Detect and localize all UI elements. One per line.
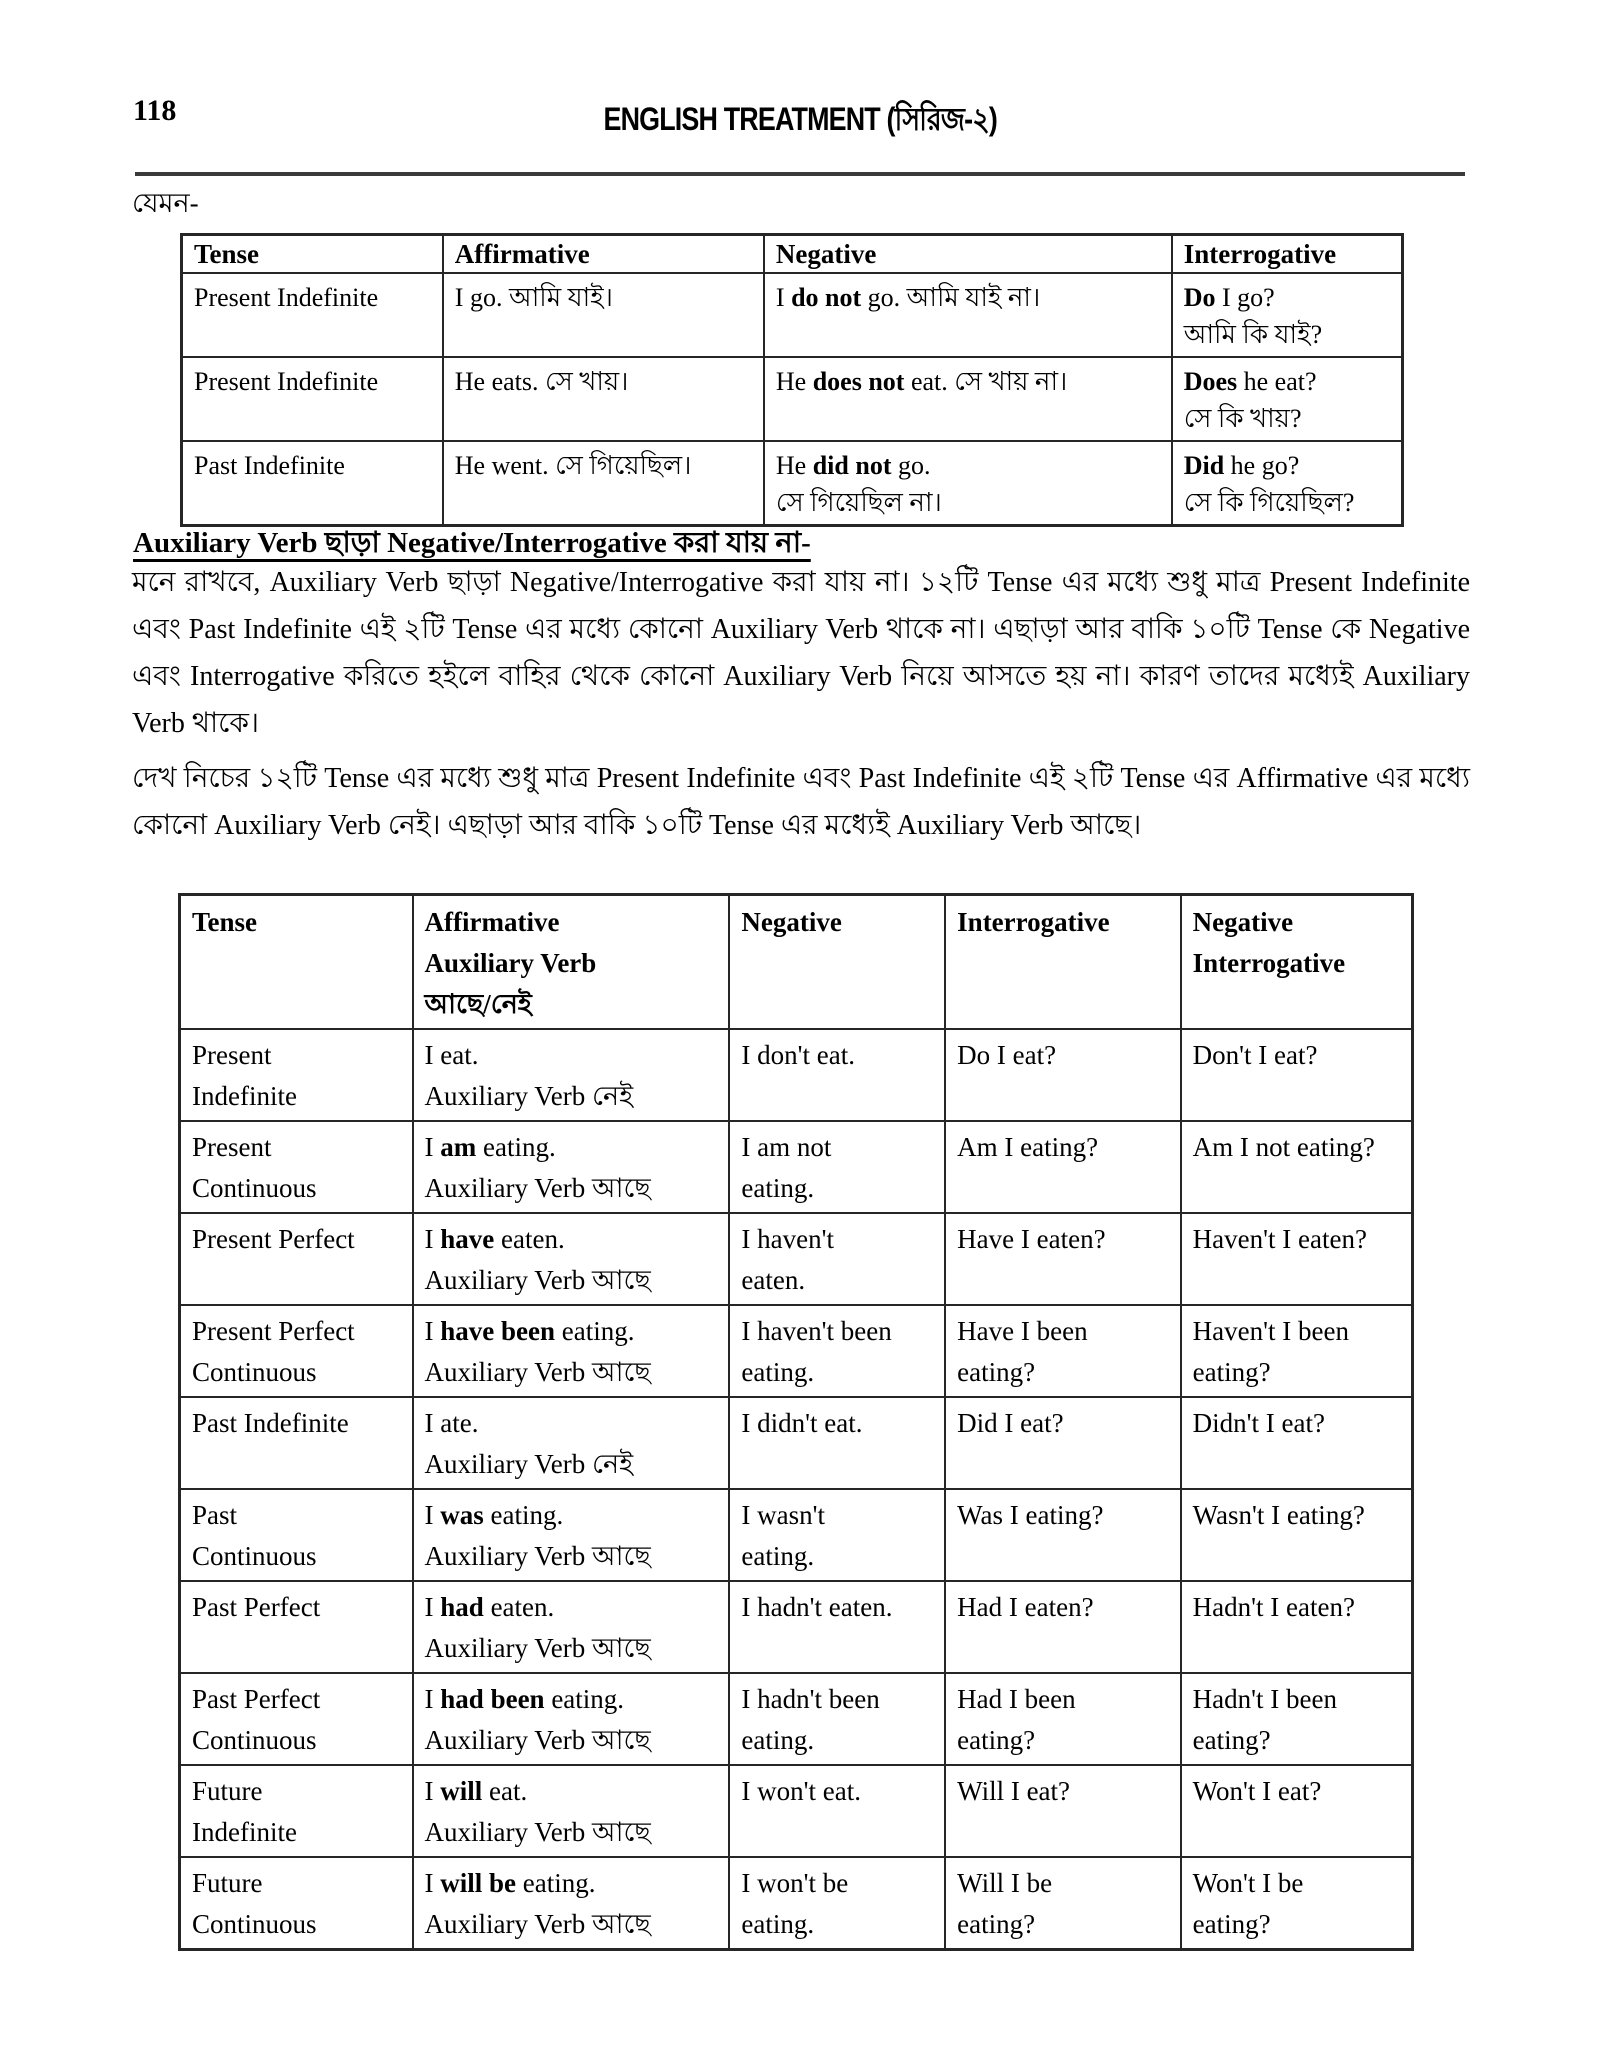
cell-line: eating? xyxy=(957,1725,1036,1755)
table-cell xyxy=(729,1765,945,1857)
column-header xyxy=(443,235,764,274)
header-line: আছে/নেই xyxy=(424,989,532,1019)
paragraph-2: দেখ নিচের ১২টি Tense এর মধ্যে শুধু মাত্র Present Indefinite এবং Past Indefinite এই ২টি Tense এর Affirmative এর মধ্যে কোনো Auxiliary Verb নেই। এছাড়া আর বাকি ১০টি Tense এর মধ্যেই Auxiliary Verb আছে। xyxy=(132,763,1470,841)
column-header xyxy=(1181,895,1413,1030)
table-cell xyxy=(413,1121,730,1213)
tense-forms-example-table xyxy=(180,233,1404,527)
cell-line: Do I eat? xyxy=(957,1040,1057,1070)
cell-line: Future xyxy=(192,1868,263,1898)
table-cell xyxy=(182,441,443,526)
cell-line: Hadn't I eaten? xyxy=(1192,1592,1355,1622)
table-cell xyxy=(1181,1213,1413,1305)
table-cell xyxy=(413,1029,730,1121)
cell-line: Am I not eating? xyxy=(1192,1132,1375,1162)
table-row xyxy=(180,1857,1413,1950)
table-row xyxy=(182,273,1403,357)
cell-line: Wasn't I eating? xyxy=(1192,1500,1365,1530)
table-cell xyxy=(1181,1857,1413,1950)
column-header xyxy=(182,235,443,274)
table-cell xyxy=(443,273,764,357)
cell-line: Does he eat? xyxy=(1183,367,1317,396)
table-cell xyxy=(182,357,443,441)
cell-line: He went. সে গিয়েছিল। xyxy=(454,451,692,480)
cell-line: I will eat. xyxy=(424,1776,528,1806)
header-line: Tense xyxy=(194,239,260,269)
cell-line: Will I eat? xyxy=(957,1776,1071,1806)
cell-line: Am I eating? xyxy=(957,1132,1099,1162)
table-row xyxy=(182,441,1403,526)
cell-line: I had been eating. xyxy=(424,1684,625,1714)
cell-line: I don't eat. xyxy=(741,1040,855,1070)
column-header xyxy=(764,235,1172,274)
cell-line: Future xyxy=(192,1776,263,1806)
header-line: Negative xyxy=(1192,907,1294,937)
table-cell xyxy=(1181,1673,1413,1765)
cell-line: Present Indefinite xyxy=(194,283,379,312)
header-line: Negative xyxy=(775,239,877,269)
table-cell xyxy=(764,273,1172,357)
table-cell xyxy=(180,1673,413,1765)
table-cell xyxy=(945,1397,1181,1489)
table-cell xyxy=(413,1489,730,1581)
cell-line: eating. xyxy=(741,1357,815,1387)
table-row xyxy=(180,1397,1413,1489)
cell-line: I haven't xyxy=(741,1224,834,1254)
cell-line: Auxiliary Verb আছে xyxy=(424,1357,651,1387)
header-line: Tense xyxy=(192,907,258,937)
table-cell xyxy=(945,1765,1181,1857)
table-cell xyxy=(729,1121,945,1213)
cell-line: Won't I be xyxy=(1192,1868,1304,1898)
cell-line: Present Perfect xyxy=(192,1316,355,1346)
cell-line: Was I eating? xyxy=(957,1500,1104,1530)
cell-line: eating. xyxy=(741,1173,815,1203)
cell-line: I hadn't eaten. xyxy=(741,1592,893,1622)
table-cell xyxy=(1172,273,1403,357)
cell-line: Indefinite xyxy=(192,1081,297,1111)
table-cell xyxy=(1181,1489,1413,1581)
header-line: Affirmative xyxy=(424,907,560,937)
cell-line: eating? xyxy=(1192,1725,1271,1755)
table-cell xyxy=(764,441,1172,526)
table-row xyxy=(182,357,1403,441)
table-cell xyxy=(413,1581,730,1673)
cell-line: Didn't I eat? xyxy=(1192,1408,1325,1438)
cell-line: He did not go. xyxy=(775,451,931,480)
cell-line: I won't be xyxy=(741,1868,849,1898)
table-cell xyxy=(413,1673,730,1765)
cell-line: Do I go? xyxy=(1183,283,1275,312)
cell-line: eating? xyxy=(1192,1357,1271,1387)
table-cell xyxy=(945,1581,1181,1673)
column-header xyxy=(1172,235,1403,274)
column-header xyxy=(180,895,413,1030)
cell-line: He does not eat. সে খায় না। xyxy=(775,367,1068,396)
cell-line: eating. xyxy=(741,1725,815,1755)
table-cell xyxy=(945,1121,1181,1213)
cell-line: Did I eat? xyxy=(957,1408,1064,1438)
table-cell xyxy=(443,441,764,526)
header-rule xyxy=(135,172,1465,176)
column-header xyxy=(945,895,1181,1030)
table-cell xyxy=(180,1765,413,1857)
table-cell xyxy=(1172,357,1403,441)
column-header xyxy=(413,895,730,1030)
cell-line: Won't I eat? xyxy=(1192,1776,1322,1806)
table-cell xyxy=(180,1857,413,1950)
cell-line: Auxiliary Verb আছে xyxy=(424,1909,651,1939)
table-cell xyxy=(413,1305,730,1397)
cell-line: Hadn't I been xyxy=(1192,1684,1337,1714)
twelve-tenses-table xyxy=(178,893,1414,1951)
cell-line: Present Indefinite xyxy=(194,367,379,396)
table-cell xyxy=(182,273,443,357)
cell-line: Present xyxy=(192,1040,272,1070)
cell-line: Haven't I eaten? xyxy=(1192,1224,1367,1254)
book-title-wrap xyxy=(133,94,1467,148)
table-row xyxy=(180,1121,1413,1213)
table-cell xyxy=(729,1489,945,1581)
cell-line: eating? xyxy=(1192,1909,1271,1939)
cell-line: I won't eat. xyxy=(741,1776,861,1806)
cell-line: Present xyxy=(192,1132,272,1162)
cell-line: Auxiliary Verb আছে xyxy=(424,1173,651,1203)
cell-line: Continuous xyxy=(192,1909,317,1939)
cell-line: আমি কি যাই? xyxy=(1183,320,1323,349)
table-row xyxy=(180,1673,1413,1765)
cell-line: eating? xyxy=(957,1909,1036,1939)
cell-line: Past Perfect xyxy=(192,1592,321,1622)
table-cell xyxy=(180,1581,413,1673)
cell-line: Will I be xyxy=(957,1868,1053,1898)
cell-line: I am eating. xyxy=(424,1132,556,1162)
cell-line: Did he go? xyxy=(1183,451,1300,480)
table-cell xyxy=(729,1029,945,1121)
table-cell xyxy=(413,1213,730,1305)
table-cell xyxy=(413,1765,730,1857)
cell-line: He eats. সে খায়। xyxy=(454,367,629,396)
header-line: Auxiliary Verb xyxy=(424,948,597,978)
cell-line: I hadn't been xyxy=(741,1684,880,1714)
cell-line: Present Perfect xyxy=(192,1224,355,1254)
cell-line: Past Perfect xyxy=(192,1684,321,1714)
cell-line: Past xyxy=(192,1500,238,1530)
cell-line: Auxiliary Verb আছে xyxy=(424,1725,651,1755)
cell-line: সে কি খায়? xyxy=(1183,404,1302,433)
cell-line: eating? xyxy=(957,1357,1036,1387)
cell-line: I am not xyxy=(741,1132,832,1162)
cell-line: I do not go. আমি যাই না। xyxy=(775,283,1041,312)
table-cell xyxy=(945,1029,1181,1121)
table-row xyxy=(180,1029,1413,1121)
table-row xyxy=(180,1765,1413,1857)
table-cell xyxy=(1181,1305,1413,1397)
cell-line: I have been eating. xyxy=(424,1316,635,1346)
cell-line: সে কি গিয়েছিল? xyxy=(1183,488,1355,517)
table-cell xyxy=(180,1121,413,1213)
header-line: Affirmative xyxy=(454,239,590,269)
table-row xyxy=(180,1213,1413,1305)
book-title: ENGLISH TREATMENT (সিরিজ-২) xyxy=(603,101,997,137)
table-header-row xyxy=(182,235,1403,274)
cell-line: Past Indefinite xyxy=(192,1408,349,1438)
page-number: 118 xyxy=(133,94,177,127)
table-cell xyxy=(764,357,1172,441)
table-cell xyxy=(729,1581,945,1673)
table-cell xyxy=(729,1213,945,1305)
table-cell xyxy=(1172,441,1403,526)
table-cell xyxy=(180,1397,413,1489)
cell-line: Indefinite xyxy=(192,1817,297,1847)
table-cell xyxy=(729,1305,945,1397)
cell-line: I haven't been xyxy=(741,1316,892,1346)
cell-line: Have I eaten? xyxy=(957,1224,1106,1254)
table-cell xyxy=(1181,1581,1413,1673)
cell-line: Continuous xyxy=(192,1541,317,1571)
table-header-row xyxy=(180,895,1413,1030)
table-cell xyxy=(180,1029,413,1121)
table-cell xyxy=(413,1397,730,1489)
cell-line: I was eating. xyxy=(424,1500,564,1530)
table-row xyxy=(180,1581,1413,1673)
table-cell xyxy=(1181,1397,1413,1489)
cell-line: Auxiliary Verb আছে xyxy=(424,1541,651,1571)
cell-line: Auxiliary Verb আছে xyxy=(424,1633,651,1663)
cell-line: I will be eating. xyxy=(424,1868,596,1898)
cell-line: I go. আমি যাই। xyxy=(454,283,613,312)
cell-line: I have eaten. xyxy=(424,1224,565,1254)
cell-line: Don't I eat? xyxy=(1192,1040,1318,1070)
section-heading: Auxiliary Verb ছাড়া Negative/Interrogative করা যায় না- xyxy=(133,527,811,559)
cell-line: Auxiliary Verb নেই xyxy=(424,1449,634,1479)
header-line: Interrogative xyxy=(1192,948,1346,978)
table-cell xyxy=(180,1305,413,1397)
header-line: Negative xyxy=(741,907,842,937)
table-cell xyxy=(180,1489,413,1581)
table-cell xyxy=(1181,1765,1413,1857)
cell-line: Auxiliary Verb আছে xyxy=(424,1817,651,1847)
table-row xyxy=(180,1489,1413,1581)
table-cell xyxy=(729,1857,945,1950)
cell-line: Had I been xyxy=(957,1684,1076,1714)
table-cell xyxy=(1181,1029,1413,1121)
table-cell xyxy=(413,1857,730,1950)
cell-line: eating. xyxy=(741,1541,815,1571)
column-header xyxy=(729,895,945,1030)
table-cell xyxy=(945,1305,1181,1397)
cell-line: eating. xyxy=(741,1909,815,1939)
cell-line: I wasn't xyxy=(741,1500,826,1530)
cell-line: Had I eaten? xyxy=(957,1592,1094,1622)
table-cell xyxy=(729,1397,945,1489)
cell-line: Past Indefinite xyxy=(194,451,345,480)
table-cell xyxy=(945,1213,1181,1305)
table-cell xyxy=(1181,1121,1413,1213)
cell-line: Continuous xyxy=(192,1357,317,1387)
cell-line: Continuous xyxy=(192,1173,317,1203)
intro-label: যেমন- xyxy=(132,188,199,218)
table-row xyxy=(180,1305,1413,1397)
cell-line: Auxiliary Verb আছে xyxy=(424,1265,651,1295)
cell-line: Have I been xyxy=(957,1316,1088,1346)
table-cell xyxy=(945,1489,1181,1581)
cell-line: I didn't eat. xyxy=(741,1408,863,1438)
cell-line: Continuous xyxy=(192,1725,317,1755)
cell-line: I had eaten. xyxy=(424,1592,555,1622)
cell-line: সে গিয়েছিল না। xyxy=(775,488,942,517)
cell-line: I ate. xyxy=(424,1408,479,1438)
page-header xyxy=(133,94,1467,137)
table-cell xyxy=(945,1857,1181,1950)
header-line: Interrogative xyxy=(1183,239,1337,269)
table-cell xyxy=(945,1673,1181,1765)
table-cell xyxy=(729,1673,945,1765)
cell-line: eaten. xyxy=(741,1265,806,1295)
header-line: Interrogative xyxy=(957,907,1110,937)
table-cell xyxy=(180,1213,413,1305)
cell-line: Auxiliary Verb নেই xyxy=(424,1081,634,1111)
paragraph-1: মনে রাখবে, Auxiliary Verb ছাড়া Negative/Interrogative করা যায় না। ১২টি Tense এর মধ্যে শুধু মাত্র Present Indefinite এবং Past Indefinite এই ২টি Tense এর মধ্যে কোনো Auxiliary Verb থাকে না। এছাড়া আর বাকি ১০টি Tense কে Negative এবং Interrogative করিতে হইলে বাহির থেকে কোনো Auxiliary Verb নিয়ে আসতে হয় না। কারণ তাদের মধ্যেই Auxiliary Verb থাকে। xyxy=(132,567,1470,739)
table-cell xyxy=(443,357,764,441)
cell-line: Haven't I been xyxy=(1192,1316,1349,1346)
cell-line: I eat. xyxy=(424,1040,479,1070)
